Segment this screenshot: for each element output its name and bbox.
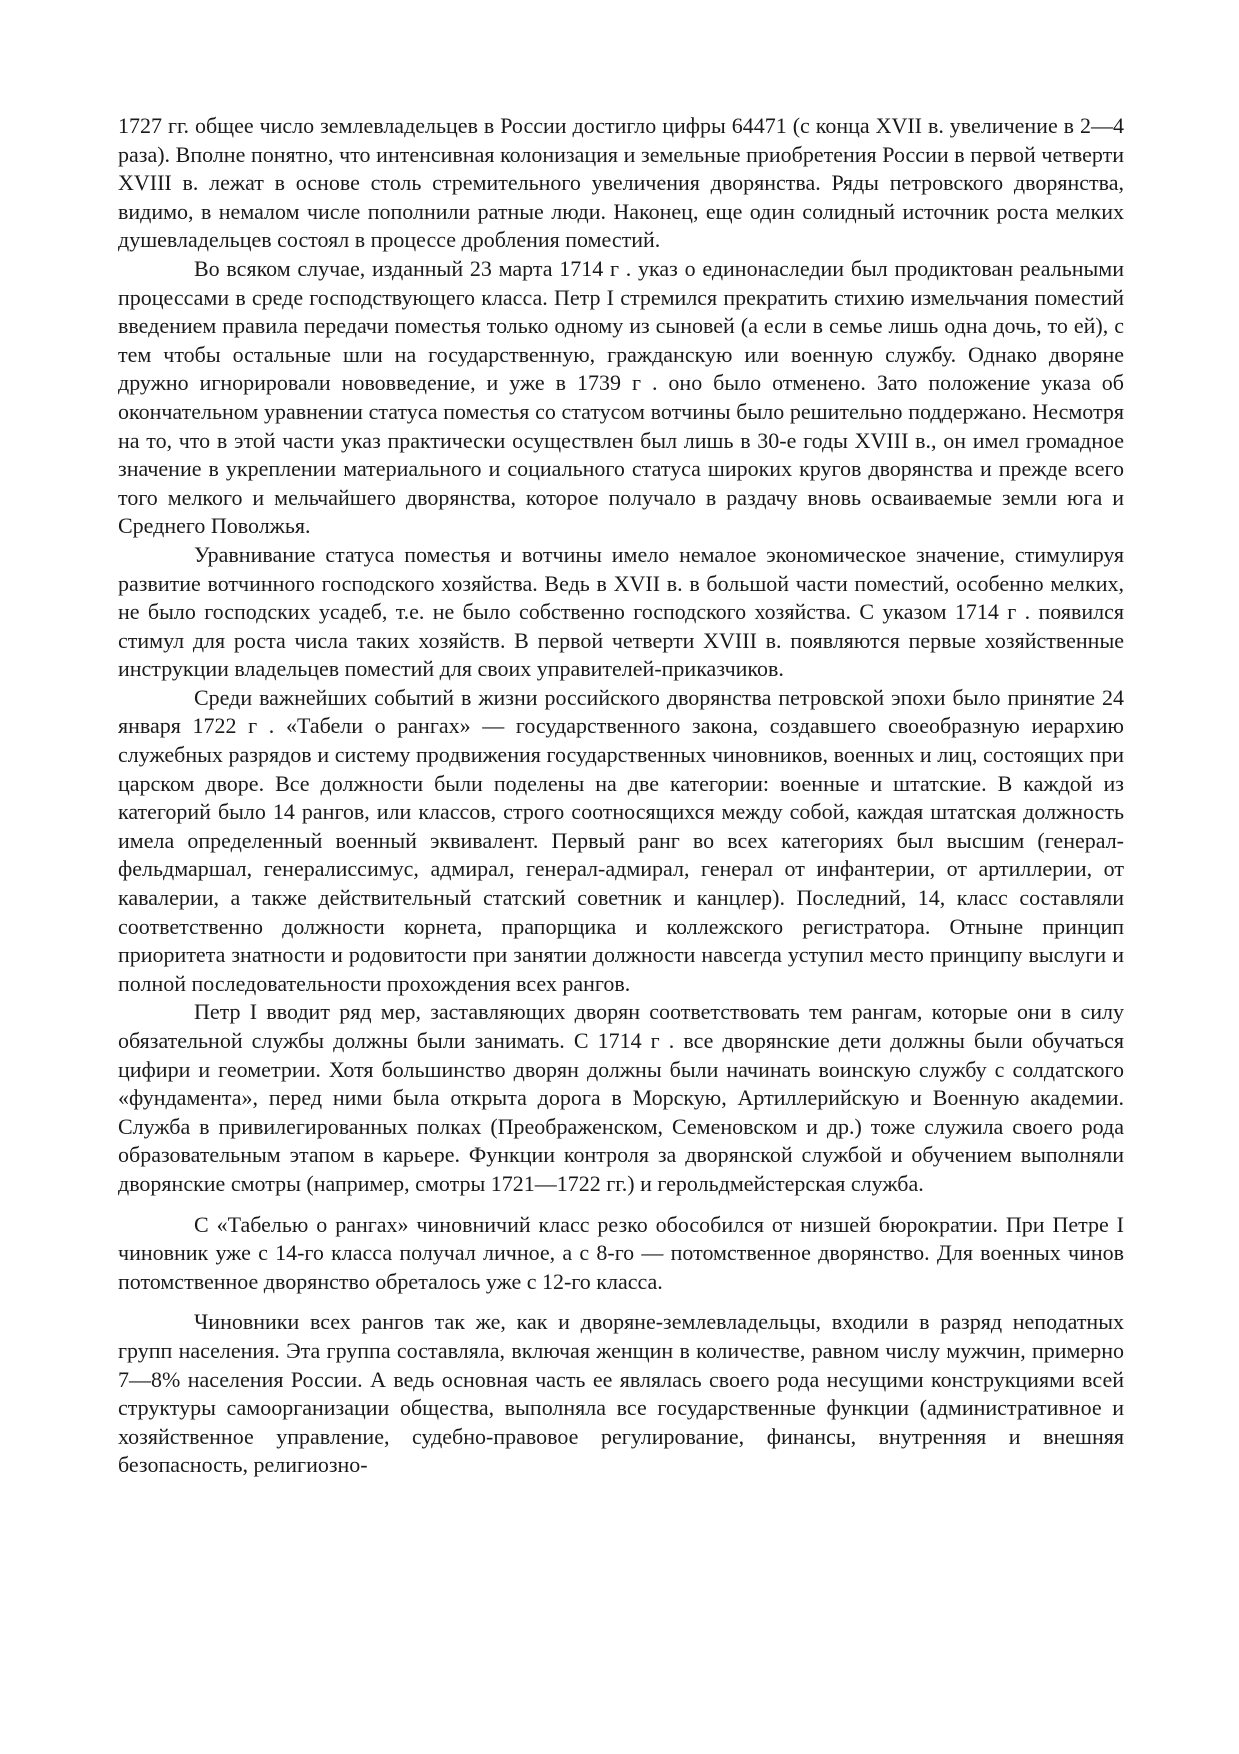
paragraph-3: Уравнивание статуса поместья и вотчины имело немалое экономическое значение, стимулируя развитие вотчинного господского хозяйства. Ведь в XVII в. в большой части поместий, особенно мелких, не было господских усадеб, т.е. не было собственно господского хозяйства. С указом 1714 г . появился стимул для роста числа таких хозяйств. В первой четверти XVIII в. появляются первые хозяйственные инструкции владельцев поместий для своих управителей-приказчиков. (118, 541, 1124, 682)
paragraph-5: Петр I вводит ряд мер, заставляющих дворян соответствовать тем рангам, которые они в силу обязательной службы должны были занимать. С 1714 г . все дворянские дети должны были обучаться цифири и геометрии. Хотя большинство дворян должны были начинать воинскую службу с солдатского «фундамента», перед ними была открыта дорога в Морскую, Артиллерийскую и Военную академии. Служба в привилегированных полках (Преображенском, Семеновском и др.) тоже служила своего рода образовательным этапом в карьере. Функции контроля за дворянской службой и обучением выполняли дворянские смотры (например, смотры 1721—1722 гг.) и герольдмейстерская служба. (118, 999, 1124, 1196)
paragraph-2: Во всяком случае, изданный 23 марта 1714 г . указ о единонаследии был продиктован реальными процессами в среде господствующего класса. Петр I стремился прекратить стихию измельчания поместий введением правила передачи поместья только одному из сыновей (а если в семье лишь одна дочь, то ей), с тем чтобы остальные шли на государственную, гражданскую или военную службу. Однако дворяне дружно игнорировали нововведение, и уже в 1739 г . оно было отменено. Зато положение указа об окончательном уравнении статуса поместья со статусом вотчины было решительно поддержано. Несмотря на то, что в этой части указ практически осуществлен был лишь в 30-е годы XVIII в., он имел громадное значение в укреплении материального и социального статуса широких кругов дворянства и прежде всего того мелкого и мельчайшего дворянства, которое получало в раздачу вновь осваиваемые земли юга и Среднего Поволжья. (118, 255, 1124, 539)
paragraph-7: Чиновники всех рангов так же, как и дворяне-землевладельцы, входили в разряд неподатных групп населения. Эта группа составляла, включая женщин в количестве, равном числу мужчин, примерно 7—8% населения России. А ведь основная часть ее являлась своего рода несущими конструкциями всей структуры самоорганизации общества, выполняла все государственные функции (административное и хозяйственное управление, судебно-правовое регулирование, финансы, внутренняя и внешняя безопасность, религиозно- (118, 1309, 1124, 1478)
paragraph-6: С «Табелью о рангах» чиновничий класс резко обособился от низшей бюрократии. При Петре I чиновник уже с 14-го класса получал личное, а с 8-го — потомственное дворянство. Для военных чинов потомственное дворянство обреталось уже с 12-го класса. (118, 1211, 1124, 1294)
paragraph-1: 1727 гг. общее число землевладельцев в России достигло цифры 64471 (с конца XVII в. увеличение в 2—4 раза). Вполне понятно, что интенсивная колонизация и земельные приобретения России в первой четверти XVIII в. лежат в основе столь стремительного увеличения дворянства. Ряды петровского дворянства, видимо, в немалом числе пополнили ратные люди. Наконец, еще один солидный источник роста мелких душевладельцев состоял в процессе дробления поместий. (118, 113, 1124, 253)
paragraph-4: Среди важнейших событий в жизни российского дворянства петровской эпохи было принятие 24 января 1722 г . «Табели о рангах» — государственного закона, создавшего своеобразную иерархию служебных разрядов и систему продвижения государственных чиновников, военных и лиц, состоящих при царском дворе. Все должности были поделены на две категории: военные и штатские. В каждой из категорий было 14 рангов, или классов, строго соотносящихся между собой, каждая штатская должность имела определенный военный эквивалент. Первый ранг во всех категориях был высшим (генерал-фельдмаршал, генералиссимус, адмирал, генерал-адмирал, генерал от инфантерии, от артиллерии, от кавалерии, а также действительный статский советник и канцлер). Последний, 14, класс составляли соответственно должности корнета, прапорщика и коллежского регистратора. Отныне принцип приоритета знатности и родовитости при занятии должности навсегда уступил место принципу выслуги и полной последовательности прохождения всех рангов. (118, 684, 1124, 996)
document-page (118, 112, 1124, 1480)
